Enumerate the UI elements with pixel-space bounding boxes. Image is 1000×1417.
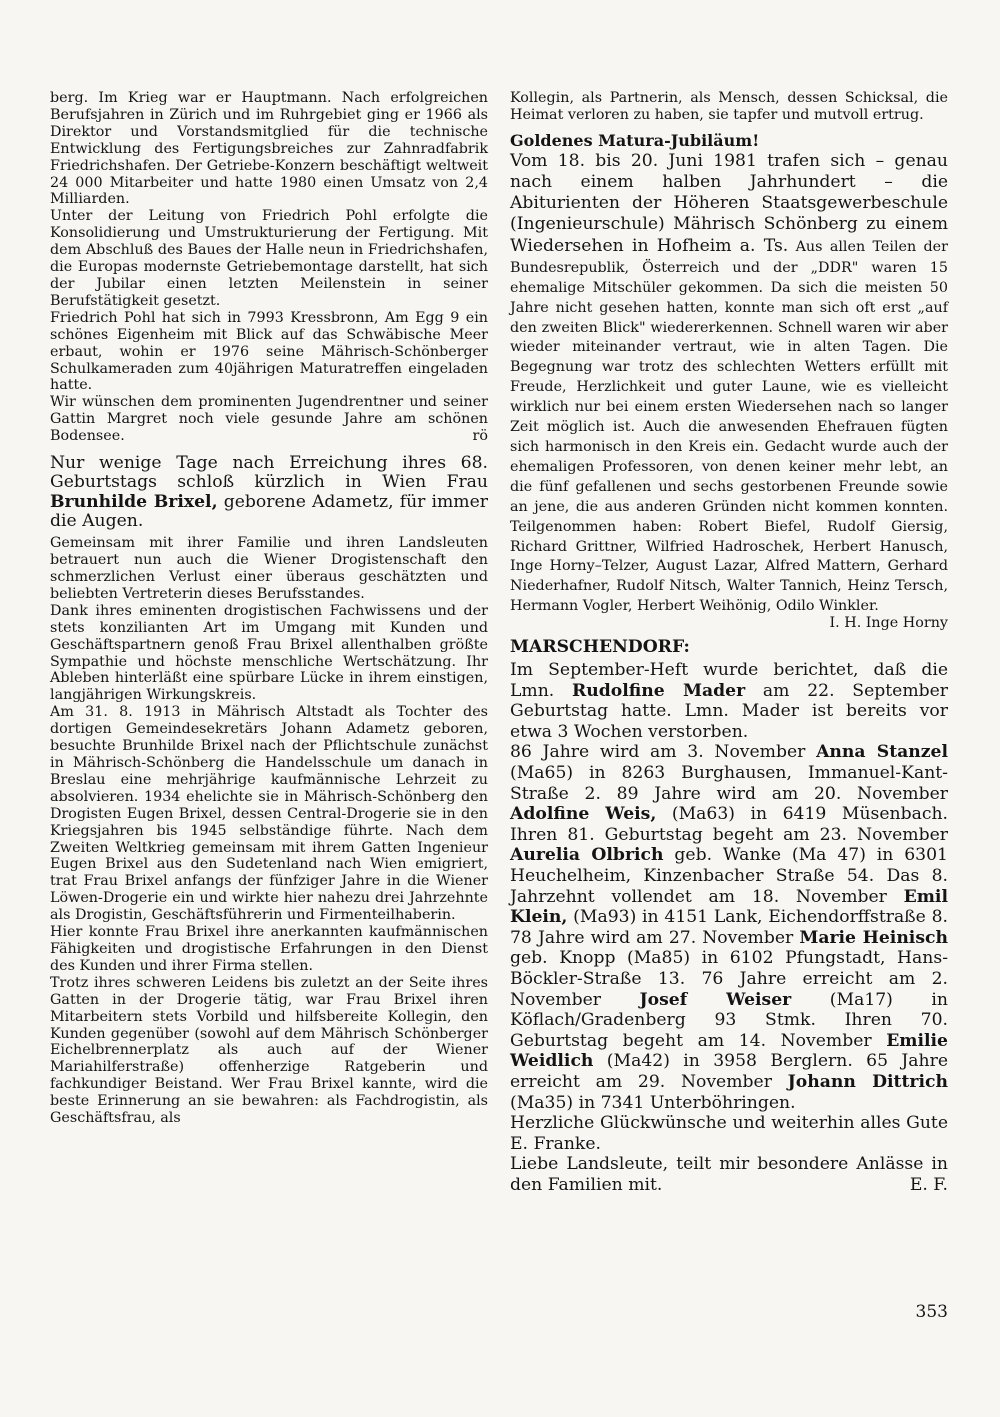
paragraph: Kollegin, als Partnerin, als Mensch, dessen Schicksal, die Heimat verloren zu haben, sie tapfer und mutvoll ertrug. bbox=[510, 90, 948, 123]
text: am 22. September Geburtstag hatte. Lmn. Mader ist bereits vor etwa 3 Wochen verstorben. bbox=[510, 680, 949, 742]
text: geb. Wanke (Ma 47) in 6301 Heuchelheim, Kinzenbacher Straße 54. Das 8. Jahrzehnt vollendet am 18. November bbox=[510, 845, 948, 907]
paragraph-text: Aus allen Teilen der Bundesrepublik, Österreich und der „DDR" waren 15 ehemalige Mitschüler gekommen. Da sich die meisten 50 Jahre nicht gesehen hatten, konnte man sich oft erst „auf den zweiten Blick" wiedererkennen. Schnell waren wir aber wieder miteinander vertraut, wie in alten Tagen. Die Begegnung war trotz des schlechten Wetters erfüllt mit Freude, Herzlichkeit und guter Laune, wie es vielleicht wirklich nur bei einem ersten Wiedersehen nach so langer Zeit möglich ist. Auch die anwesenden Ehefrauen fügten sich harmonisch in den Kreis ein. Gedacht wurde auch der ehemaligen Professoren, von denen keiner mehr lebt, an die fünf gefallenen und sechs gestorbenen Freunde sowie an jene, die aus anderen Gründen nicht kommen konnten. Teilgenommen haben: Robert Biefel, Rudolf Giersig, Richard Grittner, Wilfried Hadroschek, Herbert Hanusch, Inge Horny–Telzer, August Lazar, Alfred Mattern, Gerhard Niederhafner, Rudolf Nitsch, Walter Tannich, Heinz Tersch, Hermann Vogler, Herbert Weihönig, Odilo Winkler. bbox=[510, 238, 948, 615]
text: (Ma35) in 7341 Unterböhringen. bbox=[510, 1092, 796, 1113]
text: (Ma93) in 4151 Lank, Eichendorffstraße 8. 78 Jahre wird am 27. November bbox=[510, 907, 948, 948]
paragraph: Friedrich Pohl hat sich in 7993 Kressbronn, Am Egg 9 ein schönes Eigenheim mit Blick auf das Schwäbische Meer erbaut, wohin er 1976 seine Mährisch-Schönberger Schulkameraden zum 40jährigen Maturatreffen eingeladen hatte. bbox=[50, 309, 488, 394]
closing-paragraph bbox=[510, 1154, 948, 1195]
page-number: 353 bbox=[915, 1302, 948, 1322]
author-signature: I. H. Inge Horny bbox=[829, 615, 948, 632]
person-name: Johann Dittrich bbox=[787, 1071, 948, 1092]
paragraph: Herzliche Glückwünsche und weiterhin alles Gute E. Franke. bbox=[510, 1113, 948, 1154]
birthday-list bbox=[510, 742, 948, 1113]
paragraph: Unter der Leitung von Friedrich Pohl erfolgte die Konsolidierung und Umstrukturierung der Fertigung. Mit dem Abschluß des Baues der Halle neun in Friedrichshafen, die Europas modernste Getriebemontage darstellt, hat sich der Jubilar einen letzten Meilenstein in seiner Berufstätigkeit gesetzt. bbox=[50, 208, 488, 309]
text: 86 Jahre wird am 3. November bbox=[510, 742, 817, 763]
person-name: Aurelia Olbrich bbox=[510, 845, 664, 866]
paragraph: Trotz ihres schweren Leidens bis zuletzt an der Seite ihres Gatten in der Drogerie tätig, war Frau Brixel ihren Mitarbeitern stets Vorbild und hilfsbereite Kollegin, den Kunden gegenüber (sowohl auf dem Mährisch Schönberger Eichelbrennerplatz als auch auf der Wiener Mariahilferstraße) offenherzige Ratgeberin und fachkundiger Beistand. Wer Frau Brixel kannte, wird die beste Erinnerung an sie bewahren: als Fachdrogistin, als Geschäftsfrau, als bbox=[50, 974, 488, 1127]
lead-text: Nur wenige Tage nach Erreichung ihres 68. Geburtstags schloß kürzlich in Wien Frau bbox=[50, 453, 488, 493]
person-name: Anna Stanzel bbox=[816, 742, 948, 763]
paragraph: Am 31. 8. 1913 in Mährisch Altstadt als Tochter des dortigen Gemeindesekretärs Johann Adametz geboren, besuchte Brunhilde Brixel nach der Pflichtschule zunächst in Mährisch-Schönberg die Handelsschule um danach in Breslau eine mehrjährige kaufmännische Lehrzeit zu absolvieren. 1934 ehelichte sie in Mährisch-Schönberg den Drogisten Eugen Brixel, dessen Central-Drogerie sie in den Kriegsjahren bis 1945 selbständige führte. Nach dem Zweiten Weltkrieg gemeinsam mit ihrem Gatten Ingenieur Eugen Brixel aus den Sudetenland nach Wien emigriert, trat Frau Brixel anfangs der fünfziger Jahre in die Wiener Löwen-Drogerie ein und wirkte hier nahezu drei Jahrzehnte als Drogistin, Geschäftsführerin und Firmenteilhaberin. bbox=[50, 704, 488, 924]
paragraph: Gemeinsam mit ihrer Familie und ihren Landsleuten betrauert nun auch die Wiener Drogistenschaft den schmerzlichen Verlust einer überaus geschätzten und beliebten Vertreterin dieses Berufsstandes. bbox=[50, 535, 488, 602]
lead-text: geborene Adametz, für immer die Augen. bbox=[50, 491, 488, 531]
person-name: Adolfine Weis, bbox=[510, 804, 657, 825]
author-initials: E. F. bbox=[909, 1174, 948, 1195]
person-name: Marie Heinisch bbox=[799, 927, 948, 948]
text: (Ma65) in 8263 Burghausen, Immanuel-Kant-Straße 2. 89 Jahre wird am 20. November bbox=[510, 763, 948, 804]
paragraph: Dank ihres eminenten drogistischen Fachwissens und der stets konzilianten Art im Umgang mit Kunden und Geschäftspartnern genoß Frau Brixel allenthalben größte Sympathie und höchste menschliche Wertschätzung. Ihr Ableben hinterläßt eine spürbare Lücke in ihrem einstigen, langjährigen Wirkungskreis. bbox=[50, 602, 488, 704]
person-name: Rudolfine Mader bbox=[572, 680, 746, 701]
paragraph bbox=[50, 394, 488, 445]
paragraph-text: Wir wünschen dem prominenten Jugendrentner und seiner Gattin Margret noch viele gesunde Jahre am schönen Bodensee. bbox=[50, 394, 488, 445]
matura-article bbox=[510, 151, 948, 615]
text: (Ma63) in 6419 Müsenbach. Ihren 81. Geburtstag begeht am 23. November bbox=[510, 804, 948, 845]
author-initials: rö bbox=[472, 428, 488, 445]
paragraph: berg. Im Krieg war er Hauptmann. Nach erfolgreichen Berufsjahren in Zürich und im Ruhrgebiet ging er 1966 als Direktor und Vorstandsmitglied für die technische Entwicklung des Fertigungsbreiches zur Zahnradfabrik Friedrichshafen. Der Getriebe-Konzern beschäftigt weltweit 24 000 Mitarbeiter und hatte 1980 einen Umsatz von 2,4 Milliarden. bbox=[50, 90, 488, 208]
person-name: Brunhilde Brixel, bbox=[50, 491, 218, 512]
right-column bbox=[510, 90, 948, 1195]
person-name: Josef Weiser bbox=[639, 989, 792, 1010]
closing-text: Liebe Landsleute, teilt mir besondere Anlässe in den Familien mit. bbox=[510, 1154, 948, 1195]
section-heading: MARSCHENDORF: bbox=[510, 637, 690, 658]
paragraph bbox=[510, 660, 948, 742]
text: Im September-Heft wurde berichtet, daß die Lmn. bbox=[510, 660, 948, 701]
lead-text: Vom 18. bis 20. Juni 1981 trafen sich – genau nach einem halben Jahrhundert – die Abiturienten der Höheren Staatsgewerbeschule (Ingenieurschule) Mährisch Schönberg zu einem Wiedersehen in Hofheim a. Ts. bbox=[510, 150, 948, 256]
person-name: Emilie Weidlich bbox=[510, 1030, 948, 1072]
left-column bbox=[50, 90, 488, 1127]
section-heading: Goldenes Matura-Jubiläum! bbox=[510, 130, 760, 150]
person-name: Emil Klein, bbox=[510, 886, 948, 928]
obituary-lead bbox=[50, 454, 488, 531]
text: geb. Knopp (Ma85) in 6102 Pfungstadt, Hans-Böckler-Straße 13. 76 Jahre erreicht am 2. November bbox=[510, 948, 948, 1010]
paragraph: Hier konnte Frau Brixel ihre anerkannten kaufmännischen Fähigkeiten und drogistische Erfahrungen in den Dienst des Kunden und ihrer Firma stellen. bbox=[50, 924, 488, 974]
text: (Ma17) in Köflach/Gradenberg 93 Stmk. Ihren 70. Geburtstag begeht am 14. November bbox=[510, 989, 949, 1051]
text: (Ma42) in 3958 Berglern. 65 Jahre erreicht am 29. November bbox=[510, 1051, 948, 1092]
